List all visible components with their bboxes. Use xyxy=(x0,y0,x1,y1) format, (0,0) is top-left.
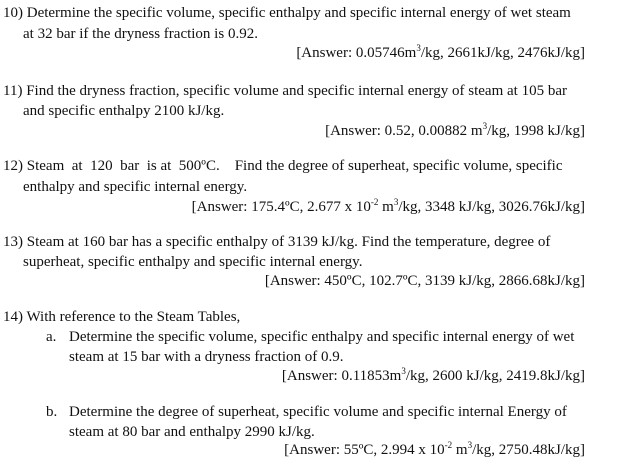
question-14a-answer: [Answer: $0.11853m^3/kg$, 2600 kJ/kg, 2419.8kJ/kg] xyxy=(281,366,585,384)
question-11-line-1: 11) Find the dryness fraction, specific volume and specific internal energy of steam at 105 bar xyxy=(3,83,567,99)
question-11-line-2: and specific enthalpy 2100 kJ/kg. xyxy=(23,103,225,119)
question-10-line-2: at 32 bar if the dryness fraction is 0.92. xyxy=(23,26,258,42)
question-10-answer: [Answer: $0.05746m^3/kg$, 2661kJ/kg, 2476kJ/kg] xyxy=(296,43,585,61)
question-14a-marker: a. xyxy=(46,329,57,345)
question-10-line-1: 10) Determine the specific volume, specific enthalpy and specific internal energy of wet steam xyxy=(3,5,571,21)
question-14-heading: 14) With reference to the Steam Tables, xyxy=(3,309,241,325)
question-14b-line-1: Determine the degree of superheat, specific volume and specific internal Energy of xyxy=(69,404,567,420)
question-12-line-2: enthalpy and specific internal energy. xyxy=(23,179,248,195)
question-12-answer: [Answer: 175.4ºC, 2.677 x $10^{-2}$ $m^3/kg$, 3348 kJ/kg, 3026.76kJ/kg] xyxy=(191,197,585,215)
question-14b-marker: b. xyxy=(46,404,58,420)
question-13-line-1: 13) Steam at 160 bar has a specific enthalpy of 3139 kJ/kg. Find the temperature, degree of xyxy=(3,234,551,250)
question-14a-line-1: Determine the specific volume, specific enthalpy and specific internal energy of wet xyxy=(69,329,575,345)
question-14b-answer: [Answer: 55ºC, 2.994 x $10^{-2}$ $m^3/kg$, 2750.48kJ/kg] xyxy=(284,440,585,458)
question-14b-line-2: steam at 80 bar and enthalpy 2990 kJ/kg. xyxy=(69,424,315,440)
question-13-answer: [Answer: 450ºC, 102.7ºC, 3139 kJ/kg, 2866.68kJ/kg] xyxy=(264,273,585,289)
question-11-answer: [Answer: 0.52, 0.00882 $m^3/kg$, 1998 kJ/kg] xyxy=(325,121,585,139)
question-13-line-2: superheat, specific enthalpy and specific internal energy. xyxy=(23,254,363,270)
question-14a-line-2: steam at 15 bar with a dryness fraction of 0.9. xyxy=(69,349,344,365)
question-12-line-1: 12) Steam at 120 bar is at 500ºC. Find the degree of superheat, specific volume, specific xyxy=(3,158,563,174)
